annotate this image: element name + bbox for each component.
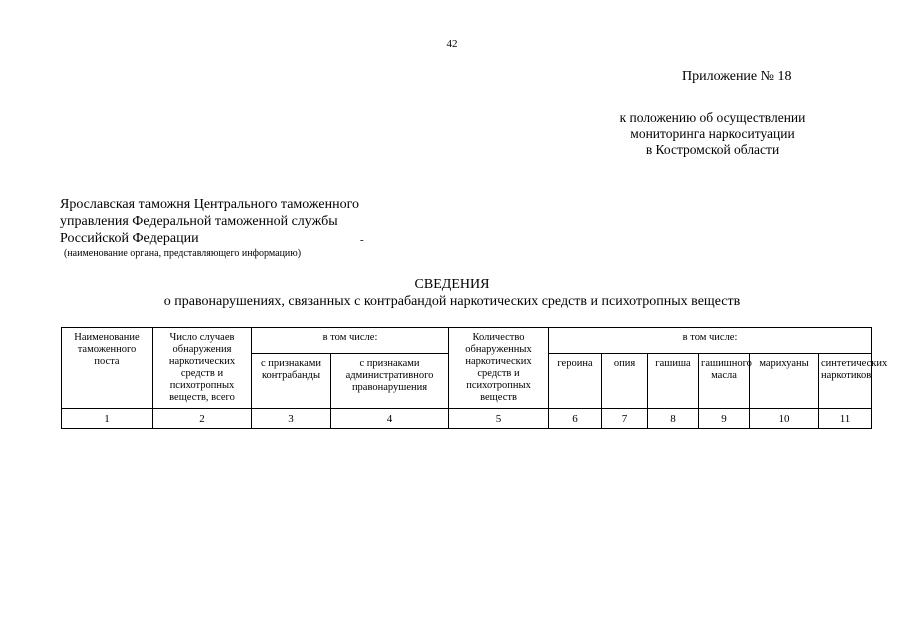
- header-including-2: в том числе:: [549, 328, 872, 354]
- organization-line: управления Федеральной таможенной службы: [60, 214, 338, 229]
- annex-subtitle-line: мониторинга наркоситуации: [630, 126, 795, 141]
- header-marijuana: марихуаны: [750, 353, 819, 408]
- header-quantity: Количество обнаруженных наркотических средств и психотропных веществ: [449, 328, 549, 409]
- column-number-row: [62, 409, 872, 429]
- column-number: 11: [819, 409, 872, 429]
- column-number: 4: [331, 409, 449, 429]
- organization-dash: -: [360, 234, 364, 246]
- document-subtitle: о правонарушениях, связанных с контрабандой наркотических средств и психотропных веществ: [163, 294, 741, 309]
- column-number: 5: [449, 409, 549, 429]
- organization-caption: (наименование органа, представляющего информацию): [64, 248, 302, 259]
- annex-title: Приложение № 18: [682, 69, 792, 84]
- header-opium: опия: [602, 353, 648, 408]
- column-number: 10: [750, 409, 819, 429]
- header-synthetic: синтетических наркотиков: [819, 353, 872, 408]
- organization-line: Российской Федерации: [60, 231, 199, 246]
- column-number: 2: [153, 409, 252, 429]
- annex-subtitle-line: к положению об осуществлении: [619, 110, 806, 125]
- column-number: 7: [602, 409, 648, 429]
- header-hashish: гашиша: [648, 353, 699, 408]
- column-number: 8: [648, 409, 699, 429]
- annex-subtitle-line: в Костромской области: [645, 142, 780, 157]
- organization-line: Ярославская таможня Центрального таможенного: [60, 197, 359, 212]
- organization-name: [60, 196, 359, 247]
- header-heroin: героина: [549, 353, 602, 408]
- report-table: [61, 327, 888, 429]
- column-number: 6: [549, 409, 602, 429]
- annex-subtitle: [600, 110, 825, 158]
- header-including-1: в том числе:: [252, 328, 449, 354]
- header-row: [62, 328, 872, 354]
- column-number: 3: [252, 409, 331, 429]
- header-admin-offense: с признаками административного правонарушения: [331, 353, 449, 408]
- column-number: 1: [62, 409, 153, 429]
- document-title: СВЕДЕНИЯ: [414, 277, 490, 292]
- header-post-name: Наименование таможенного поста: [62, 328, 153, 409]
- header-cases-count: Число случаев обнаружения наркотических средств и психотропных веществ, всего: [153, 328, 252, 409]
- column-number: 9: [699, 409, 750, 429]
- page-number: 42: [446, 38, 458, 50]
- header-hash-oil: гашишного масла: [699, 353, 750, 408]
- header-smuggling: с признаками контрабанды: [252, 353, 331, 408]
